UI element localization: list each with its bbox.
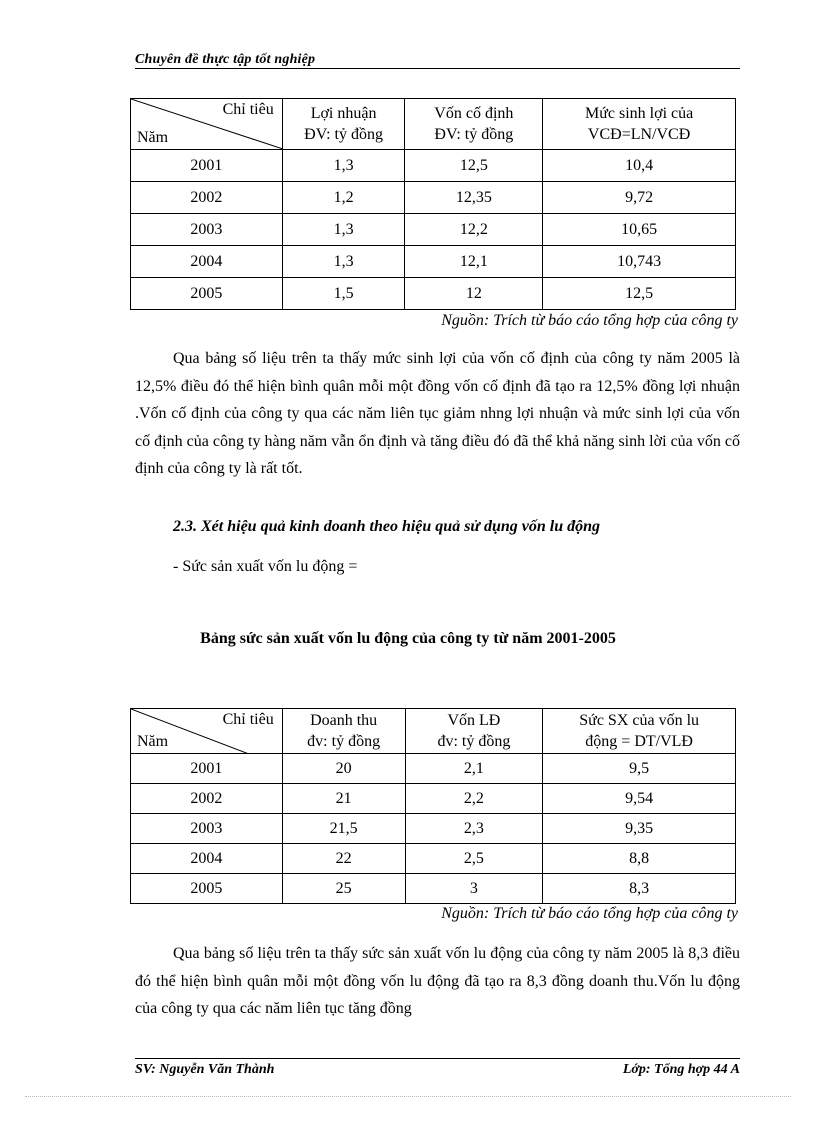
table-row [131, 150, 736, 182]
year-cell: 2001 [131, 150, 283, 182]
table-cell: 9,35 [543, 814, 736, 844]
table-cell: 8,3 [543, 874, 736, 904]
table-row [131, 214, 736, 246]
corner-bottom-label: Năm [137, 733, 169, 750]
table-cell: 9,54 [543, 784, 736, 814]
page-bottom-dotted-border [25, 1096, 791, 1097]
column-header-line2: đv: tỷ đồng [307, 733, 381, 750]
year-cell: 2003 [131, 214, 283, 246]
column-header [543, 99, 736, 150]
corner-bottom-label: Năm [137, 129, 169, 146]
table-row [131, 278, 736, 310]
header-title: Chuyên đề thực tập tốt nghiệp [135, 52, 316, 67]
table2-title: Bảng sức sản xuất vốn lu động của công ty từ năm 2001-2005 [200, 630, 616, 647]
table-header-row [131, 709, 736, 754]
table-cell: 1,3 [282, 214, 405, 246]
page-header [135, 50, 740, 69]
column-header-line1: Sức SX của vốn lu [579, 712, 700, 729]
column-header-line2: ĐV: tỷ đồng [434, 126, 514, 143]
year-cell: 2004 [131, 844, 283, 874]
analysis-paragraph-2: Qua bảng số liệu trên ta thấy sức sản xuất vốn lu động của công ty năm 2005 là 8,3 điều đó thể hiện bình quân mỗi một đồng vốn lu động đã tạo ra 8,3 đồng doanh thu.Vốn lu động của công ty qua các năm liên tục tăng đồng [135, 945, 740, 1017]
table-cell: 12,5 [405, 150, 543, 182]
footer-student: SV: Nguyễn Văn Thành [135, 1062, 275, 1077]
table-cell: 21,5 [282, 814, 405, 844]
table-row [131, 182, 736, 214]
corner-top-label: Chỉ tiêu [222, 101, 274, 118]
column-header [543, 709, 736, 754]
table-cell: 25 [282, 874, 405, 904]
table-cell: 12,5 [543, 278, 736, 310]
table1-source-note: Nguồn: Trích từ báo cáo tổng hợp của công ty [441, 312, 738, 329]
corner-top-label: Chỉ tiêu [222, 711, 274, 728]
column-header-line2: VCĐ=LN/VCĐ [587, 126, 691, 143]
working-capital-table [130, 708, 736, 904]
year-cell: 2005 [131, 278, 283, 310]
column-header [405, 99, 543, 150]
table-cell: 3 [405, 874, 543, 904]
analysis-paragraph-1: Qua bảng số liệu trên ta thấy mức sinh lợi của vốn cố định của công ty năm 2005 là 12,5% điều đó thể hiện bình quân mỗi một đồng vốn cố định đã tạo ra 12,5% đồng lợi nhuận .Vốn cố định của công ty qua các năm liên tục giảm nhng lợi nhuận và mức sinh lợi của vốn cố định của công ty hàng năm vẫn ổn định và tăng điều đó đã thể khả năng sinh lời của vốn cố định của công ty là rất tốt. [135, 350, 740, 477]
table-cell: 10,743 [543, 246, 736, 278]
table-cell: 22 [282, 844, 405, 874]
column-header-line1: Lợi nhuận [310, 105, 377, 122]
table-cell: 1,3 [282, 150, 405, 182]
column-header-line2: đv: tỷ đồng [437, 733, 511, 750]
section-heading: 2.3. Xét hiệu quả kinh doanh theo hiệu quả sử dụng vốn lu động [173, 518, 601, 535]
table-cell: 12,2 [405, 214, 543, 246]
table-cell: 1,2 [282, 182, 405, 214]
year-cell: 2005 [131, 874, 283, 904]
table-row [131, 784, 736, 814]
column-header-line2: động = DT/VLĐ [585, 733, 693, 750]
formula-line: - Sức sản xuất vốn lu động = [173, 558, 358, 575]
year-cell: 2003 [131, 814, 283, 844]
table-row [131, 874, 736, 904]
table-row [131, 246, 736, 278]
column-header-line1: Vốn cố định [434, 105, 514, 122]
table-cell: 8,8 [543, 844, 736, 874]
table-cell: 2,1 [405, 754, 543, 784]
column-header [282, 99, 405, 150]
table-cell: 2,3 [405, 814, 543, 844]
table-cell: 9,72 [543, 182, 736, 214]
corner-cell [131, 99, 283, 150]
table-cell: 1,3 [282, 246, 405, 278]
table-cell: 2,5 [405, 844, 543, 874]
column-header [405, 709, 543, 754]
profit-rate-table [130, 98, 736, 310]
table-cell: 12,35 [405, 182, 543, 214]
footer-class: Lớp: Tổng hợp 44 A [622, 1062, 740, 1077]
table-cell: 12,1 [405, 246, 543, 278]
table-header-row [131, 99, 736, 150]
year-cell: 2002 [131, 182, 283, 214]
column-header-line1: Vốn LĐ [447, 712, 501, 729]
table-cell: 20 [282, 754, 405, 784]
table-cell: 10,65 [543, 214, 736, 246]
year-cell: 2001 [131, 754, 283, 784]
column-header-line2: ĐV: tỷ đồng [304, 126, 383, 143]
year-cell: 2004 [131, 246, 283, 278]
column-header-line1: Doanh thu [310, 712, 378, 729]
table-row [131, 844, 736, 874]
table-cell: 9,5 [543, 754, 736, 784]
year-cell: 2002 [131, 784, 283, 814]
column-header [282, 709, 405, 754]
table-row [131, 814, 736, 844]
table-cell: 10,4 [543, 150, 736, 182]
table-cell: 21 [282, 784, 405, 814]
corner-cell [131, 709, 283, 754]
page-footer [135, 1058, 740, 1077]
table-cell: 1,5 [282, 278, 405, 310]
table-cell: 12 [405, 278, 543, 310]
column-header-line1: Mức sinh lợi của [584, 105, 694, 122]
table-row [131, 754, 736, 784]
table-cell: 2,2 [405, 784, 543, 814]
table2-source-note: Nguồn: Trích từ báo cáo tổng hợp của công ty [441, 905, 738, 922]
